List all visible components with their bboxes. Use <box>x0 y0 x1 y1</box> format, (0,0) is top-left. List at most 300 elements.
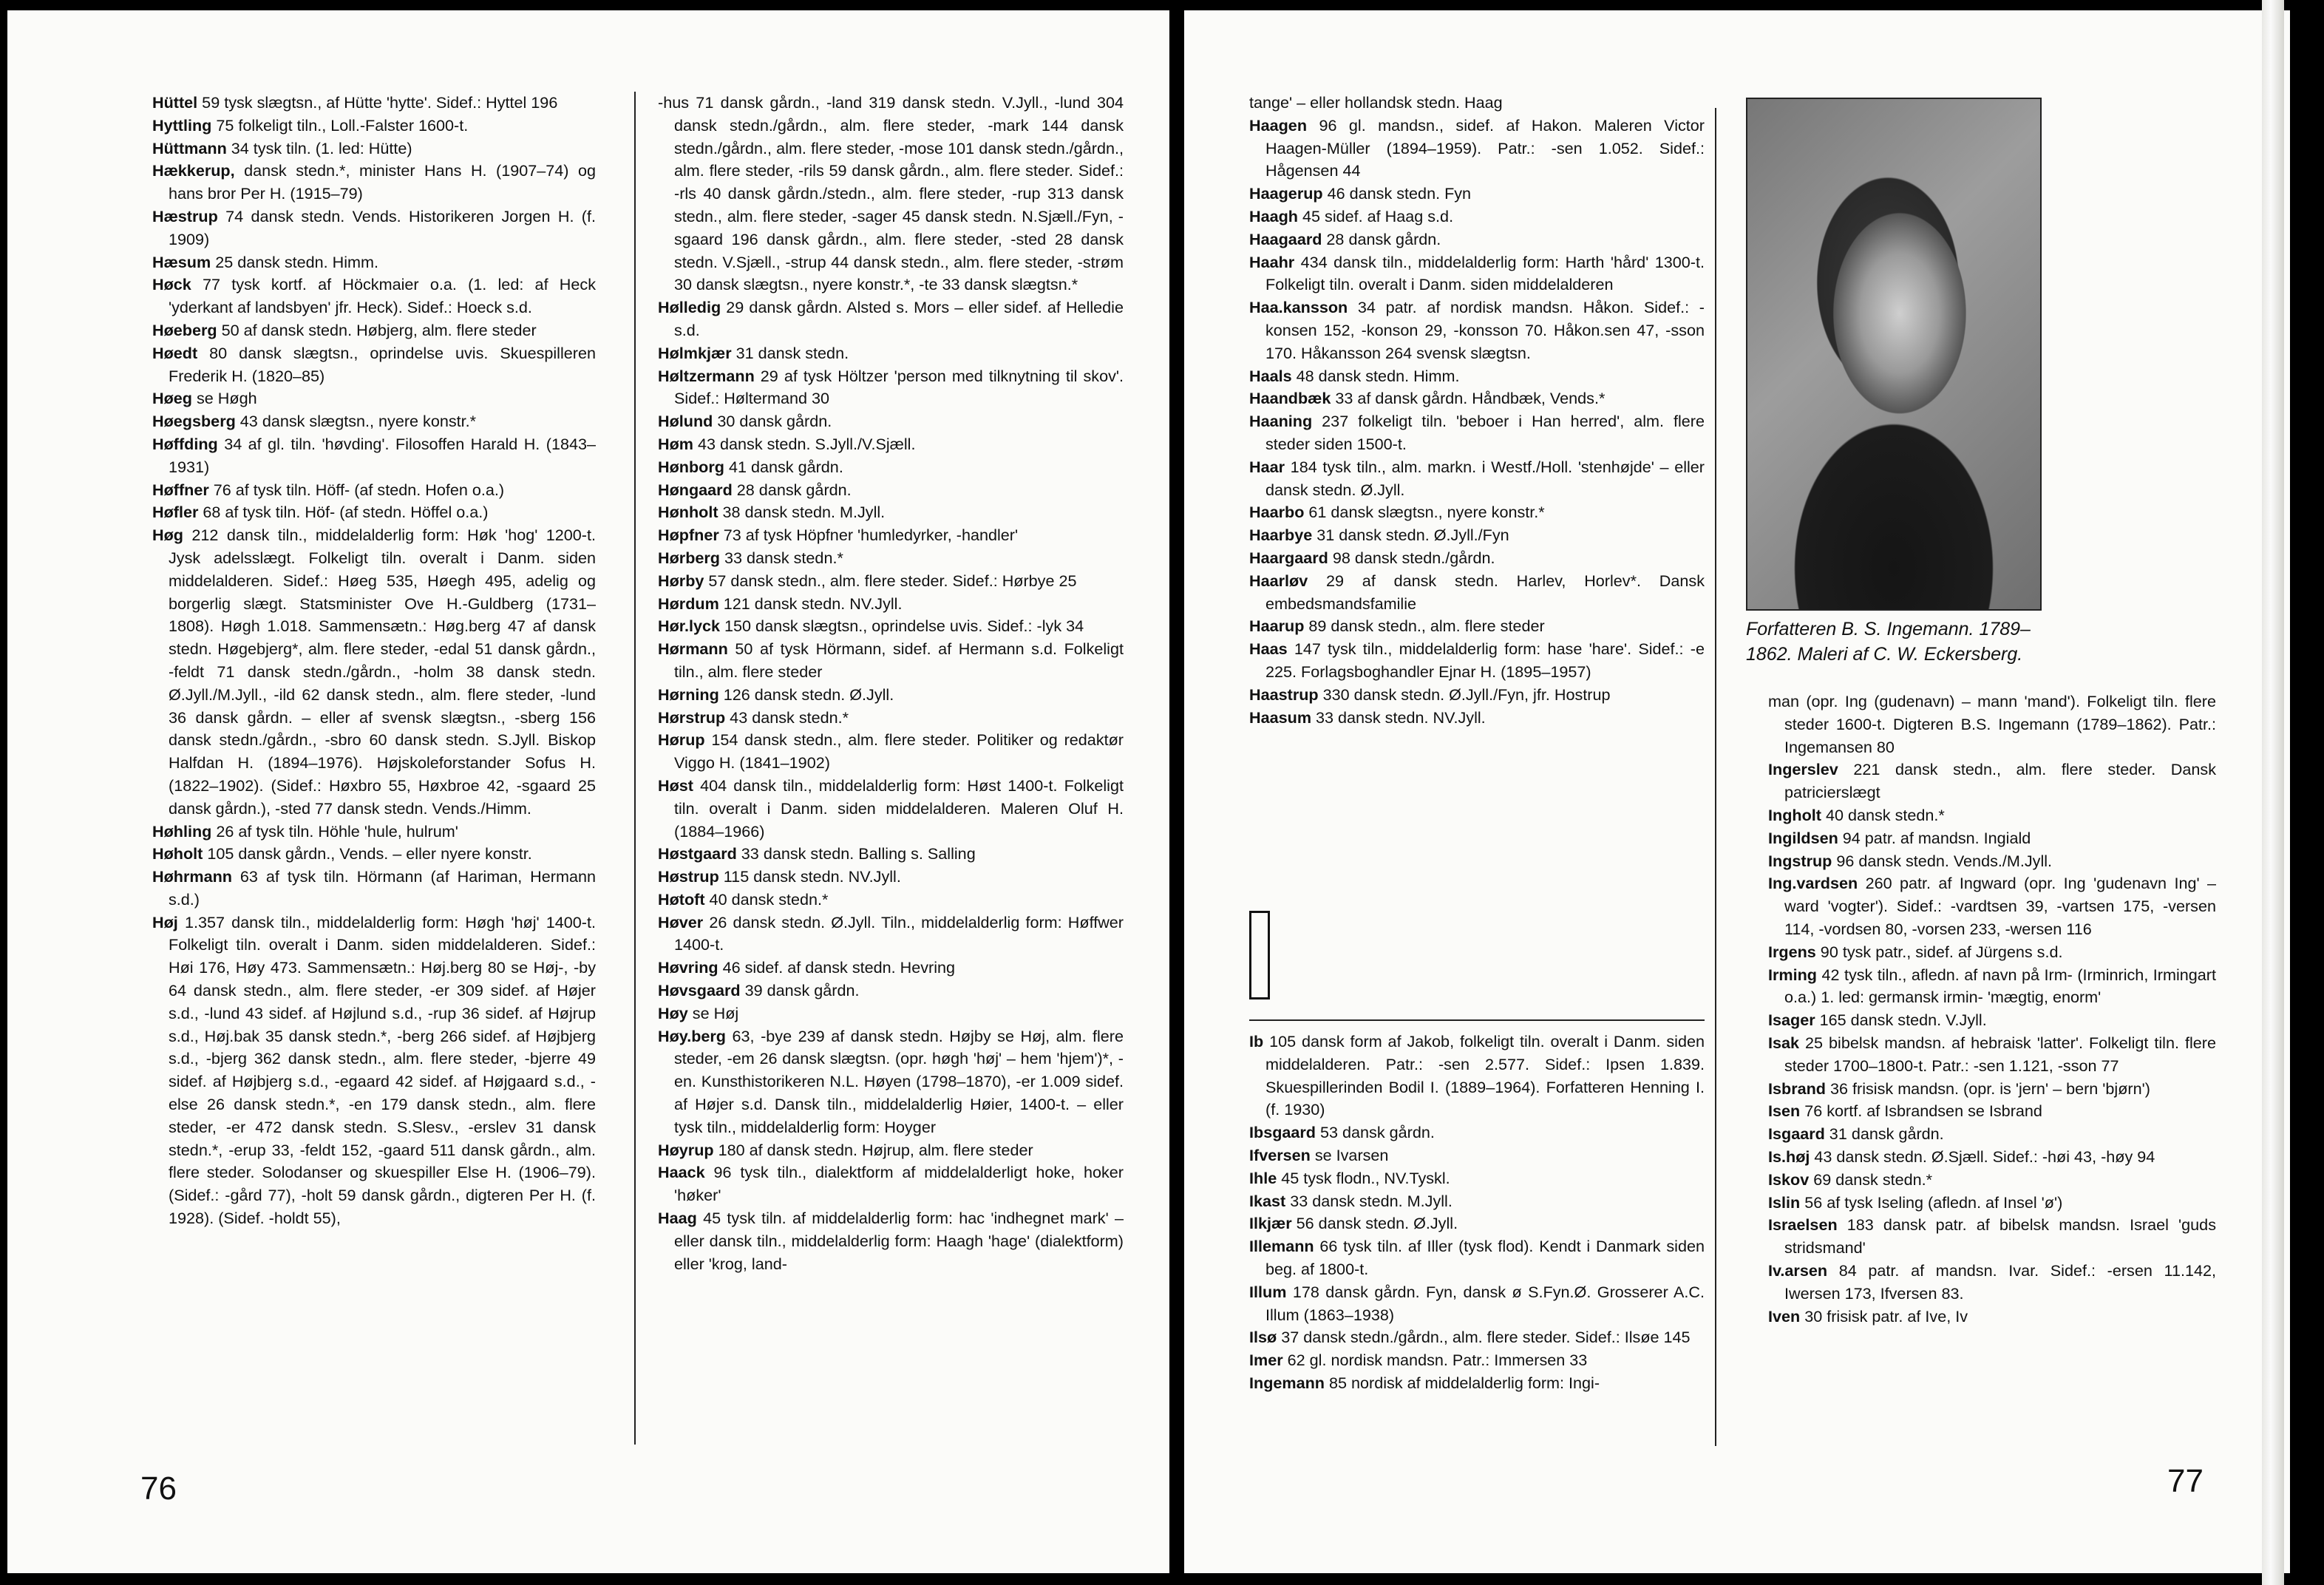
entry-text: se Høj <box>687 1003 739 1022</box>
entry-text: 29 af dansk stedn. Harlev, Horlev*. Dansk embedsmandsfamilie <box>1265 571 1705 613</box>
entry-text: 33 af dansk gårdn. Håndbæk, Vends.* <box>1331 389 1606 408</box>
dictionary-entry <box>1768 1123 2216 1146</box>
entry-headword: Ingildsen <box>1768 828 1838 847</box>
dictionary-entry <box>1249 183 1705 206</box>
entry-headword: Haarbo <box>1249 503 1305 522</box>
entry-headword: Haarup <box>1249 617 1305 636</box>
portrait-image <box>1746 98 2042 611</box>
dictionary-entry <box>658 638 1124 684</box>
entry-text: 29 dansk gårdn. Alsted s. Mors – eller sidef. af Helledie s.d. <box>674 298 1124 339</box>
entry-headword: Høstrup <box>658 867 719 886</box>
entry-headword: Hæsum <box>152 252 211 271</box>
dictionary-entry <box>152 92 596 115</box>
dictionary-entry <box>1768 1169 2216 1192</box>
entry-headword: Isgaard <box>1768 1124 1825 1144</box>
entry-headword: Ifversen <box>1249 1145 1311 1164</box>
dictionary-entry <box>152 206 596 251</box>
dictionary-entry <box>152 319 596 342</box>
entry-headword: Høltzermann <box>658 366 755 385</box>
entry-headword: Høfler <box>152 503 199 522</box>
dictionary-entry <box>1249 410 1705 456</box>
entry-headword: Hør.lyck <box>658 617 721 636</box>
entry-text: 84 patr. af mandsn. Ivar. Sidef.: -ersen 11.142, Iwersen 173, Ifversen 83. <box>1784 1260 2216 1303</box>
dictionary-entry <box>1249 1190 1705 1213</box>
entry-text: 98 dansk stedn./gårdn. <box>1328 548 1495 567</box>
entry-headword: Hørning <box>658 685 719 704</box>
dictionary-entry <box>1768 1146 2216 1169</box>
dictionary-entry <box>152 160 596 206</box>
entry-headword: Haastrup <box>1249 685 1319 704</box>
dictionary-entry <box>152 387 596 410</box>
entry-headword: Høg <box>152 526 183 545</box>
dictionary-entry <box>658 524 1124 547</box>
entry-headword: Imer <box>1249 1351 1283 1370</box>
entry-headword: Hørstrup <box>658 707 726 727</box>
entry-text: 33 dansk stedn. Balling s. Salling <box>736 844 976 863</box>
entry-headword: Ingemann <box>1249 1373 1325 1392</box>
entry-text: 85 nordisk af middelalderlig form: Ingi- <box>1324 1373 1600 1392</box>
entry-text: 40 dansk stedn.* <box>1821 805 1945 824</box>
entry-text: 50 af dansk stedn. Høbjerg, alm. flere steder <box>217 320 537 339</box>
entry-text: 105 dansk gårdn., Vends. – eller nyere konstr. <box>203 844 532 863</box>
dictionary-entry <box>1249 615 1705 638</box>
entry-headword: Haa.kansson <box>1249 298 1348 317</box>
entry-text: 126 dansk stedn. Ø.Jyll. <box>718 685 894 704</box>
entry-headword: Hønholt <box>658 503 718 522</box>
entry-text: 53 dansk gårdn. <box>1316 1123 1435 1142</box>
dictionary-entry <box>1249 638 1705 684</box>
dictionary-entry <box>1768 1078 2216 1101</box>
entry-text: 57 dansk stedn., alm. flere steder. Sidef.: Hørbye 25 <box>704 571 1077 590</box>
dictionary-entry <box>152 251 596 274</box>
entry-text: 434 dansk tiln., middelalderlig form: Harth 'hård' 1300-t. Folkeligt tiln. overalt i Danm. siden middelalderen <box>1265 252 1705 294</box>
dictionary-entry <box>152 843 596 866</box>
entry-text: 45 tysk tiln. af middelalderlig form: hac 'indhegnet mark' – eller dansk tiln., middelalderlig form: Haagh 'hage' (dialektform) eller 'krog, land- <box>674 1209 1124 1273</box>
entry-headword: Høvsgaard <box>658 981 741 1000</box>
dictionary-entry <box>1768 804 2216 827</box>
dictionary-entry <box>658 570 1124 593</box>
entry-text: dansk stedn.*, minister Hans H. (1907–74) og hans bror Per H. (1915–79) <box>169 161 596 203</box>
entry-text: 56 af tysk Iseling (afledn. af Insel 'ø') <box>1800 1192 2063 1212</box>
entry-text: 56 dansk stedn. Ø.Jyll. <box>1291 1214 1458 1233</box>
dictionary-entry <box>1768 941 2216 964</box>
entry-headword: Hørby <box>658 571 704 590</box>
entry-text: 38 dansk stedn. M.Jyll. <box>718 503 886 522</box>
entry-text: 63, -bye 239 af dansk stedn. Højby se Høj, alm. flere steder, -em 26 dansk slægtsn. (opr. høgh 'høj' – hem 'hjem')*, -en. Kunsthistorikeren N.L. Høyen (1798–1870), -er 1.009 sidef. af Højer s.d. Dansk tiln., middelalderlig Høier, 1400-t. – eller tysk tiln., middelalderlig form: Hoyger <box>674 1026 1124 1136</box>
entry-headword: Illemann <box>1249 1237 1314 1256</box>
entry-text: 237 folkeligt tiln. 'beboer i Han herred', alm. flere steder siden 1500-t. <box>1265 412 1705 453</box>
dictionary-entry <box>1249 456 1705 502</box>
entry-text: 50 af tysk Hörmann, sidef. af Hermann s.d. Folkeligt tiln., alm. flere steder <box>674 639 1124 681</box>
entry-text: 33 dansk stedn. M.Jyll. <box>1285 1191 1452 1210</box>
entry-text: 221 dansk stedn., alm. flere steder. Dansk patricierslægt <box>1784 760 2216 802</box>
entry-text: 61 dansk slægtsn., nyere konstr.* <box>1304 503 1545 522</box>
dictionary-entry <box>152 115 596 138</box>
entry-text: 30 dansk gårdn. <box>713 412 832 431</box>
dictionary-entry <box>1249 1212 1705 1235</box>
entry-text: 40 dansk stedn.* <box>704 889 829 909</box>
dictionary-entry <box>1249 707 1705 730</box>
entry-text: 28 dansk gårdn. <box>1322 229 1441 248</box>
dictionary-entry <box>658 912 1124 957</box>
entry-headword: Høvring <box>658 958 718 977</box>
entry-text: 150 dansk slægtsn., oprindelse uvis. Sidef.: -lyk 34 <box>720 617 1084 636</box>
entry-text: 43 dansk stedn. S.Jyll./V.Sjæll. <box>693 434 916 453</box>
dictionary-entry <box>1249 1235 1705 1281</box>
entry-text: 34 patr. af nordisk mandsn. Håkon. Sidef.: -konsen 152, -konson 29, -konsson 70. Håkon.sen 47, -sson 170. Håkansson 264 svensk slægtsn. <box>1265 298 1705 362</box>
entry-headword: Høy.berg <box>658 1026 726 1045</box>
entry-text: 89 dansk stedn., alm. flere steder <box>1304 617 1545 636</box>
entry-text: 68 af tysk tiln. Höf- (af stedn. Höffel o.a.) <box>198 503 489 522</box>
entry-headword: Hækkerup, <box>152 161 235 180</box>
left-column-1 <box>152 92 596 1230</box>
entry-headword: Haagaard <box>1249 229 1322 248</box>
dictionary-entry <box>1249 1281 1705 1327</box>
entry-headword: Høj <box>152 912 178 931</box>
dictionary-entry <box>658 410 1124 433</box>
dictionary-entry <box>1249 547 1705 570</box>
entry-headword: Isager <box>1768 1011 1815 1030</box>
dictionary-entry <box>1768 1032 2216 1078</box>
entry-headword: Haandbæk <box>1249 389 1331 408</box>
entry-headword: Haasum <box>1249 707 1312 727</box>
entry-text: 45 sidef. af Haag s.d. <box>1298 206 1454 225</box>
entry-headword: Ilkjær <box>1249 1214 1292 1233</box>
dictionary-entry <box>152 479 596 502</box>
entry-headword: Haals <box>1249 366 1292 385</box>
dictionary-entry <box>152 410 596 433</box>
dictionary-entry <box>1768 964 2216 1010</box>
dictionary-entry <box>152 433 596 479</box>
entry-text: 1.357 dansk tiln., middelalderlig form: Høgh 'høj' 1400-t. Folkeligt tiln. overalt i Danm. siden middelalderen. Sidef.: Høi 176, Høy 473. Sammensætn.: Høj.berg 80 se Høj-, -by 64 dansk stedn., alm. flere steder, -er 309 sidef. af Højer s.d., -lund 43 sidef. af Højlund s.d., -rup 36 sidef. af Højrup s.d., Høj.bak 35 dansk stedn.*, -berg 266 sidef. af Højbjerg s.d., -bjerg 362 dansk stedn., alm. flere steder, -bjerre 49 sidef. af Højbjerg s.d., -egaard 42 sidef. af Højgaard s.d., -else 26 dansk stedn.*, -en 179 dansk stedn., alm. flere steder, -er 472 dansk stedn. S.Slesv., -erslev 31 dansk stedn.*, -erup 33, -feldt 152, -gaard 511 dansk gårdn., alm. flere steder. Solodanser og skuespiller Else H. (1906–79). (Sidef.: -gård 77), -holt 59 dansk gårdn., digteren Per H. (f. 1928). (Sidef. -holdt 55), <box>169 912 596 1228</box>
entry-headword: Haargaard <box>1249 548 1328 567</box>
dictionary-entry <box>658 456 1124 479</box>
entry-headword: Haar <box>1249 457 1285 476</box>
dictionary-entry <box>1249 365 1705 388</box>
entry-text: 96 dansk stedn. Vends./M.Jyll. <box>1832 851 2053 870</box>
entry-text: 34 tysk tiln. (1. led: Hütte) <box>226 138 412 157</box>
dictionary-entry <box>658 775 1124 843</box>
entry-text: 77 tysk kortf. af Höckmaier o.a. (1. led: af Heck 'yderkant af landsbyen' jfr. Heck). Sidef.: Hoeck s.d. <box>169 275 596 317</box>
entry-headword: Høegsberg <box>152 412 236 431</box>
dictionary-entry <box>658 684 1124 707</box>
book-edge <box>2262 0 2284 1585</box>
dictionary-entry <box>658 479 1124 502</box>
entry-text: tange' – eller hollandsk stedn. Haag <box>1249 93 1503 112</box>
right-column-1 <box>1249 92 1705 729</box>
entry-headword: Høm <box>658 434 693 453</box>
entry-text: 25 bibelsk mandsn. af hebraisk 'latter'. Folkeligt tiln. flere steder 1700–1800-t. Patr.: -sen 1.121, -sson 77 <box>1784 1033 2216 1075</box>
dictionary-entry <box>1768 1192 2216 1215</box>
entry-headword: Høeg <box>152 389 192 408</box>
entry-text: 260 patr. af Ingward (opr. Ing 'gudenavn Ing' – ward 'vogter'). Sidef.: -vardtsen 39, -vartsen 175, -versen 114, -vordsen 80, -vorsen 233, -wersen 116 <box>1784 874 2216 938</box>
entry-text: 404 dansk tiln., middelalderlig form: Høst 1400-t. Folkeligt tiln. overalt i Danm. siden middelalderen. Maleren Oluf H. (1884–1966) <box>674 775 1124 841</box>
dictionary-entry <box>658 1207 1124 1275</box>
entry-text: 183 dansk patr. af bibelsk mandsn. Israel 'guds stridsmand' <box>1784 1215 2216 1258</box>
entry-headword: Hølmkjær <box>658 343 732 362</box>
entry-text: 33 dansk stedn. NV.Jyll. <box>1311 707 1486 727</box>
entry-headword: Høedt <box>152 343 198 362</box>
dictionary-entry <box>1249 92 1705 115</box>
right-column-1-section-i <box>1249 1031 1705 1395</box>
entry-headword: Haagerup <box>1249 184 1323 203</box>
entry-headword: Haaning <box>1249 412 1313 431</box>
entry-headword: Ingstrup <box>1768 851 1832 870</box>
entry-headword: Høstgaard <box>658 844 737 863</box>
entry-text: 66 tysk tiln. af Iller (tysk flod). Kendt i Danmark siden beg. af 1800-t. <box>1265 1237 1705 1278</box>
dictionary-entry <box>658 615 1124 638</box>
dictionary-entry <box>658 1161 1124 1207</box>
entry-headword: Hüttel <box>152 93 198 112</box>
entry-headword: Hølledig <box>658 298 721 317</box>
dictionary-entry <box>1249 115 1705 183</box>
dictionary-entry <box>152 501 596 524</box>
entry-headword: Ingholt <box>1768 805 1821 824</box>
left-column-2 <box>658 92 1124 1275</box>
entry-text: 59 tysk slægtsn., af Hütte 'hytte'. Sidef.: Hyttel 196 <box>197 93 558 112</box>
entry-headword: Ikast <box>1249 1191 1286 1210</box>
entry-text: 76 af tysk tiln. Höff- (af stedn. Hofen o.a.) <box>208 480 505 499</box>
dictionary-entry <box>1768 690 2216 758</box>
entry-text: 26 af tysk tiln. Höhle 'hule, hulrum' <box>211 821 458 841</box>
entry-headword: Ibsgaard <box>1249 1123 1316 1142</box>
dictionary-entry <box>1249 1372 1705 1395</box>
entry-headword: Hørup <box>658 730 705 750</box>
entry-text: 96 gl. mandsn., sidef. af Hakon. Maleren Victor Haagen-Müller (1894–1959). Patr.: -sen 1.052. Sidef.: Hågensen 44 <box>1265 115 1705 180</box>
entry-text: 31 dansk gårdn. <box>1824 1124 1944 1144</box>
entry-text: 48 dansk stedn. Himm. <box>1291 366 1460 385</box>
entry-text: 63 af tysk tiln. Hörmann (af Hariman, Hermann s.d.) <box>169 867 596 909</box>
entry-headword: Ing.vardsen <box>1768 874 1858 893</box>
entry-headword: Hørmann <box>658 639 728 659</box>
dictionary-entry <box>658 889 1124 912</box>
dictionary-entry <box>658 980 1124 1002</box>
entry-headword: Hølund <box>658 412 713 431</box>
entry-headword: Hørberg <box>658 548 720 567</box>
entry-text: 36 frisisk mandsn. (opr. is 'jern' – bern 'bjørn') <box>1826 1079 2150 1098</box>
entry-text: 45 tysk flodn., NV.Tyskl. <box>1277 1168 1450 1187</box>
entry-text: 46 dansk stedn. Fyn <box>1322 184 1472 203</box>
entry-headword: Ihle <box>1249 1168 1277 1187</box>
entry-headword: Haahr <box>1249 252 1295 271</box>
entry-text: 34 af gl. tiln. 'høvding'. Filosoffen Harald H. (1843–1931) <box>169 434 596 476</box>
entry-headword: Høngaard <box>658 480 733 499</box>
entry-headword: Irgens <box>1768 942 1816 961</box>
entry-headword: Høver <box>658 912 704 931</box>
dictionary-entry <box>152 912 596 1230</box>
entry-headword: Haag <box>658 1209 697 1228</box>
entry-text: 73 af tysk Höpfner 'humledyrker, -handler' <box>718 526 1019 545</box>
entry-text: 147 tysk tiln., middelalderlig form: hase 'hare'. Sidef.: -e 225. Forlagsboghandler Ejnar H. (1895–1957) <box>1265 639 1705 681</box>
entry-text: 121 dansk stedn. NV.Jyll. <box>718 594 903 613</box>
entry-headword: Iven <box>1768 1306 1801 1326</box>
entry-text: 43 dansk slægtsn., nyere konstr.* <box>235 412 477 431</box>
entry-text: se Ivarsen <box>1310 1145 1389 1164</box>
entry-text: 29 af tysk Höltzer 'person med tilknytning til skov'. Sidef.: Høltermand 30 <box>674 366 1124 408</box>
entry-headword: Høck <box>152 275 191 294</box>
dictionary-entry <box>658 1025 1124 1139</box>
right-page <box>1184 10 2290 1573</box>
entry-headword: Hæstrup <box>152 206 218 225</box>
entry-headword: Illum <box>1249 1282 1287 1301</box>
entry-text: 96 tysk tiln., dialektform af middelalderligt hoke, hoker 'høker' <box>674 1163 1124 1205</box>
dictionary-entry <box>658 501 1124 524</box>
entry-text: 94 patr. af mandsn. Ingiald <box>1838 828 2031 847</box>
entry-text: 330 dansk stedn. Ø.Jyll./Fyn, jfr. Hostrup <box>1318 685 1611 704</box>
column-divider <box>634 92 636 1445</box>
entry-text: 69 dansk stedn.* <box>1809 1170 1933 1189</box>
dictionary-entry <box>1249 1144 1705 1167</box>
dictionary-entry <box>658 342 1124 365</box>
dictionary-entry <box>658 433 1124 456</box>
dictionary-entry <box>1768 827 2216 850</box>
entry-headword: Iskov <box>1768 1170 1810 1189</box>
entry-headword: Høst <box>658 775 693 795</box>
dictionary-entry <box>1249 684 1705 707</box>
dictionary-entry <box>1768 1009 2216 1032</box>
entry-text: 105 dansk form af Jakob, folkeligt tiln. overalt i Danm. siden middelalderen. Patr.: -sen 2.577. Sidef.: Ipsen 1.839. Skuespillerinden Bodil I. (1889–1964). Forfatteren Henning I. (f. 1930) <box>1263 1032 1705 1119</box>
entry-text: 165 dansk stedn. V.Jyll. <box>1815 1011 1987 1030</box>
entry-headword: Israelsen <box>1768 1215 1838 1235</box>
entry-headword: Høhrmann <box>152 867 232 886</box>
entry-text: 74 dansk stedn. Vends. Historikeren Jorgen H. (f. 1909) <box>169 206 596 248</box>
entry-text: 184 tysk tiln., alm. markn. i Westf./Holl. 'stenhøjde' – eller dansk stedn. Ø.Jyll. <box>1265 457 1705 499</box>
dictionary-entry <box>658 957 1124 980</box>
dictionary-entry <box>1768 758 2216 804</box>
dictionary-entry <box>1249 251 1705 297</box>
page-number-left: 76 <box>140 1470 177 1507</box>
column-divider <box>1715 108 1716 1446</box>
entry-text: 180 af dansk stedn. Højrup, alm. flere steder <box>713 1140 1033 1159</box>
entry-headword: Høhling <box>152 821 212 841</box>
dictionary-entry <box>658 707 1124 730</box>
dictionary-entry <box>1249 1349 1705 1372</box>
entry-headword: Høeberg <box>152 320 217 339</box>
dictionary-entry <box>1768 850 2216 873</box>
entry-headword: Høyrup <box>658 1140 714 1159</box>
entry-text: man (opr. Ing (gudenavn) – mann 'mand'). Folkeligt tiln. flere steder 1600-t. Digteren B.S. Ingemann (1789–1862). Patr.: Ingemansen 80 <box>1768 692 2216 756</box>
entry-headword: Haagh <box>1249 206 1298 225</box>
entry-text: 115 dansk stedn. NV.Jyll. <box>718 867 901 886</box>
dictionary-entry <box>1768 1260 2216 1306</box>
dictionary-entry <box>1249 1167 1705 1190</box>
dictionary-entry <box>658 547 1124 570</box>
entry-text: se Høgh <box>191 389 257 408</box>
entry-text: 212 dansk tiln., middelalderlig form: Høk 'hog' 1200-t. Jysk adelsslægt. Folkeligt tiln. overalt i Danm. siden middelalderen. Sidef.: Høeg 535, Høegh 495, adelig og borgerlig slægt. Statsminister Ove H.-Guldberg (1731–1808). Høgh 1.018. Sammensætn.: Høg.berg 47 af dansk stedn. Høgebjerg*, alm. flere steder, -edal 51 dansk gårdn., -feldt 71 dansk stedn./gårdn., -holm 38 dansk stedn. Ø.Jyll./M.Jyll., -ild 62 dansk stedn., alm. flere steder, -lund 36 dansk gårdn. – eller af svensk slægtsn., -sberg 156 dansk stedn./gårdn., -sbro 60 dansk stedn. S.Jyll. Biskop Halfdan H. (1894–1976). Højskoleforstander Sofus H. (1822–1902). (Sidef.: Høxbro 55, Høxbroe 42, -sgaard 25 dansk gårdn.), -sted 77 dansk stedn. Vends./Himm. <box>169 526 596 818</box>
entry-headword: Høholt <box>152 844 203 863</box>
dictionary-entry <box>658 365 1124 411</box>
entry-text: 43 dansk stedn.* <box>725 707 849 727</box>
entry-headword: Høffding <box>152 434 218 453</box>
entry-text: 39 dansk gårdn. <box>740 981 860 1000</box>
entry-headword: Hüttmann <box>152 138 227 157</box>
section-rule <box>1249 1019 1705 1021</box>
dictionary-entry <box>1768 1306 2216 1328</box>
entry-text: 26 dansk stedn. Ø.Jyll. Tiln., middelalderlig form: Høffwer 1400-t. <box>674 912 1124 954</box>
entry-headword: Hyttling <box>152 115 212 135</box>
dictionary-entry <box>152 866 596 912</box>
entry-headword: Ingerslev <box>1768 760 1838 779</box>
dictionary-entry <box>658 843 1124 866</box>
dictionary-entry <box>658 92 1124 296</box>
entry-text: 43 dansk stedn. Ø.Sjæll. Sidef.: -høi 43, -høy 94 <box>1810 1147 2155 1166</box>
dictionary-entry <box>658 593 1124 616</box>
dictionary-entry <box>658 1002 1124 1025</box>
entry-headword: Haarløv <box>1249 571 1308 590</box>
entry-headword: Høffner <box>152 480 209 499</box>
entry-text: 154 dansk stedn., alm. flere steder. Politiker og redaktør Viggo H. (1841–1902) <box>674 730 1124 773</box>
entry-headword: Isl​in <box>1768 1192 1801 1212</box>
entry-text: 37 dansk stedn./gårdn., alm. flere steder. Sidef.: Ilsøe 145 <box>1277 1328 1691 1347</box>
entry-text: 75 folkeligt tiln., Loll.-Falster 1600-t. <box>211 115 469 135</box>
dictionary-entry <box>1249 524 1705 547</box>
entry-text: 31 dansk stedn. <box>731 343 849 362</box>
entry-headword: Hørdum <box>658 594 719 613</box>
section-letter-i <box>1249 911 1270 999</box>
dictionary-entry <box>1249 1121 1705 1144</box>
entry-text: 62 gl. nordisk mandsn. Patr.: Immersen 33 <box>1282 1351 1588 1370</box>
dictionary-entry <box>1249 296 1705 364</box>
entry-headword: Is.høj <box>1768 1147 1810 1166</box>
left-page <box>7 10 1169 1573</box>
dictionary-entry <box>1249 387 1705 410</box>
dictionary-entry <box>152 821 596 844</box>
entry-headword: Høpfner <box>658 526 719 545</box>
entry-text: 80 dansk slægtsn., oprindelse uvis. Skuespilleren Frederik H. (1820–85) <box>169 343 596 385</box>
dictionary-entry <box>1768 872 2216 940</box>
entry-text: 33 dansk stedn.* <box>719 548 843 567</box>
dictionary-entry <box>1249 228 1705 251</box>
dictionary-entry <box>1768 1214 2216 1260</box>
dictionary-entry <box>1249 570 1705 616</box>
entry-headword: Ilsø <box>1249 1328 1277 1347</box>
right-column-2 <box>1768 690 2216 1328</box>
dictionary-entry <box>658 866 1124 889</box>
dictionary-entry <box>658 729 1124 775</box>
dictionary-entry <box>658 1139 1124 1162</box>
entry-headword: Iv.arsen <box>1768 1260 1828 1280</box>
dictionary-entry <box>1249 1326 1705 1349</box>
entry-text: 28 dansk gårdn. <box>732 480 852 499</box>
entry-text: 90 tysk patr., sidef. af Jürgens s.d. <box>1815 942 2063 961</box>
dictionary-entry <box>152 342 596 388</box>
entry-text: 178 dansk gårdn. Fyn, dansk ø S.Fyn.Ø. Grosserer A.C. Illum (1863–1938) <box>1265 1282 1705 1324</box>
page-number-right: 77 <box>2167 1463 2204 1499</box>
entry-text: 30 frisisk patr. af Ive, Iv <box>1800 1306 1968 1326</box>
entry-headword: Isen <box>1768 1102 1801 1121</box>
entry-headword: Ib <box>1249 1032 1264 1051</box>
entry-headword: Høtoft <box>658 889 705 909</box>
dictionary-entry <box>658 296 1124 342</box>
entry-headword: Haas <box>1249 639 1288 659</box>
entry-text: 42 tysk tiln., afledn. af navn på Irm- (Irminrich, Irmingart o.a.) 1. led: germansk irmin- 'mægtig, enorm' <box>1784 965 2216 1007</box>
dictionary-entry <box>1768 1100 2216 1123</box>
entry-text: 76 kortf. af Isbrandsen se Isbrand <box>1800 1102 2042 1121</box>
entry-headword: Isbrand <box>1768 1079 1826 1098</box>
entry-headword: Haarbye <box>1249 526 1313 545</box>
dictionary-entry <box>1249 206 1705 228</box>
dictionary-entry <box>1249 1031 1705 1121</box>
entry-headword: Høy <box>658 1003 688 1022</box>
entry-text: 41 dansk gårdn. <box>724 457 843 476</box>
entry-headword: Haagen <box>1249 115 1308 135</box>
entry-text: 25 dansk stedn. Himm. <box>211 252 379 271</box>
entry-text: 31 dansk stedn. Ø.Jyll./Fyn <box>1312 526 1509 545</box>
dictionary-entry <box>1249 501 1705 524</box>
dictionary-entry <box>152 138 596 160</box>
entry-headword: Irming <box>1768 965 1817 984</box>
entry-text: -hus 71 dansk gårdn., -land 319 dansk stedn. V.Jyll., -lund 304 dansk stedn./gårdn., alm. flere steder, -mark 144 dansk stedn./gårdn., alm. flere steder, -mose 101 dansk stedn./gårdn., alm. flere steder, -rils 59 dansk gårdn., alm. flere steder. Sidef.: -rls 40 dansk gårdn./stedn., alm. flere steder, -rup 313 dansk stedn., alm. flere steder, -sager 45 dansk stedn. N.Sjæll./Fyn, -sgaard 196 dansk gårdn., alm. flere steder, -sted 28 dansk stedn. V.Sjæll., -strup 44 dansk stedn., alm. flere steder, -strøm 30 dansk slægtsn., nyere konstr.*, -te 33 dansk slægtsn.* <box>658 93 1124 294</box>
